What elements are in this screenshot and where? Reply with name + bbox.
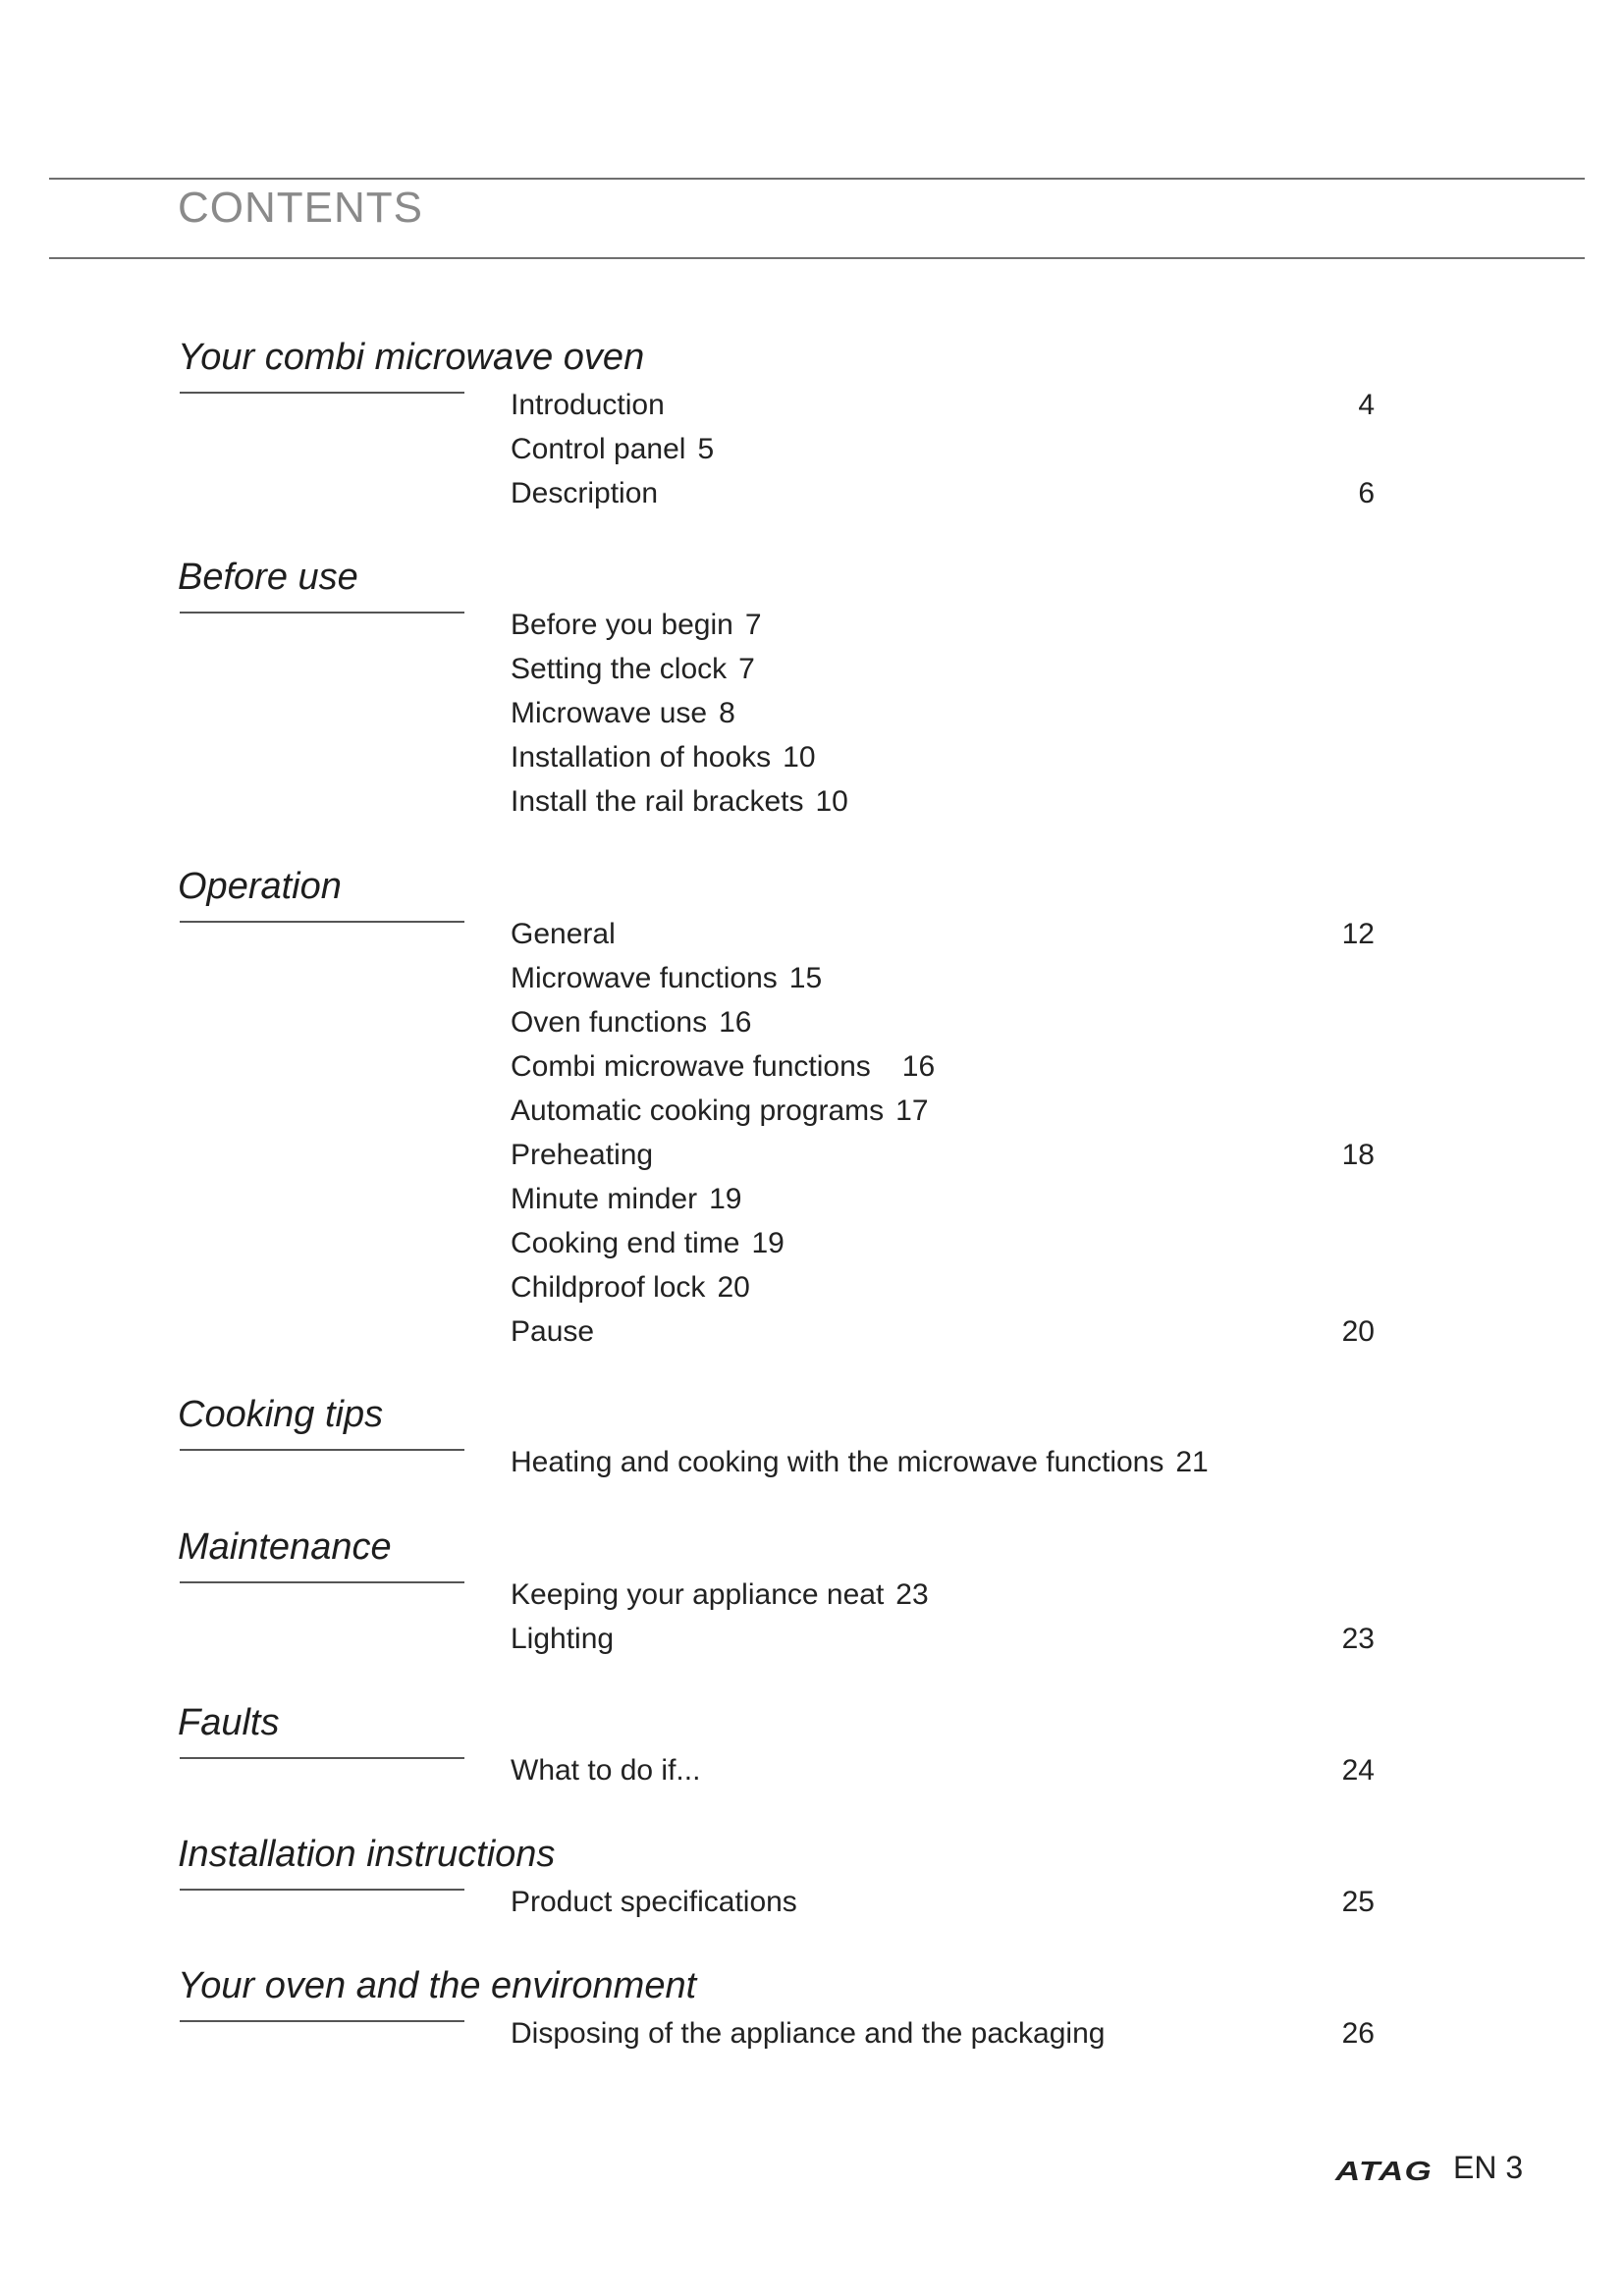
toc-entry-page: 12 <box>1341 918 1375 950</box>
toc-entry-text: What to do if... <box>511 1754 701 1787</box>
toc-entry-page: 18 <box>1341 1139 1375 1171</box>
toc-entry-text: Description <box>511 477 659 509</box>
toc-entry-page: 16 <box>901 1050 936 1083</box>
toc-entry-text: Control panel <box>511 433 686 465</box>
toc-entry-text: Childproof lock <box>511 1271 706 1304</box>
toc-entry[interactable] <box>511 427 1375 471</box>
toc-entries <box>511 383 1375 515</box>
header-bottom-rule <box>49 257 1585 259</box>
toc-entry-page: 24 <box>1341 1754 1375 1787</box>
section-underline <box>180 2020 464 2022</box>
toc-entry[interactable] <box>511 1177 1375 1221</box>
toc-entry[interactable] <box>511 691 1375 735</box>
toc-entry-text: General <box>511 918 616 950</box>
toc-entry-text: Microwave functions <box>511 962 778 994</box>
toc-entry-page: 5 <box>697 433 715 465</box>
toc-entry-page: 8 <box>719 697 735 729</box>
section-underline <box>180 1449 464 1451</box>
section-title: Operation <box>178 866 342 907</box>
toc-entry-text: Minute minder <box>511 1183 698 1215</box>
toc-entry-text: Product specifications <box>511 1886 797 1918</box>
section-title: Installation instructions <box>178 1834 556 1875</box>
toc-entry-text: Install the rail brackets <box>511 785 804 818</box>
toc-entry-text: Installation of hooks <box>511 741 772 774</box>
toc-entry-page: 6 <box>1358 477 1375 509</box>
section-title: Cooking tips <box>178 1394 384 1435</box>
header-top-rule <box>49 178 1585 180</box>
toc-entry-page: 7 <box>744 609 762 641</box>
section-title: Your combi microwave oven <box>178 337 645 378</box>
section-underline <box>180 612 464 614</box>
toc-entry-page: 19 <box>751 1227 785 1259</box>
toc-entry[interactable] <box>511 1617 1375 1661</box>
toc-entry[interactable] <box>511 1044 1375 1089</box>
toc-entry[interactable] <box>511 383 1375 427</box>
toc-entry[interactable] <box>511 2011 1375 2056</box>
toc-entry-text: Oven functions <box>511 1006 708 1039</box>
section-underline <box>180 1757 464 1759</box>
toc-entry[interactable] <box>511 647 1375 691</box>
section-underline <box>180 1581 464 1583</box>
toc-entry[interactable] <box>511 1309 1375 1354</box>
toc-entry-text: Setting the clock <box>511 653 728 685</box>
toc-entry-page: 16 <box>719 1006 752 1039</box>
toc-entry-page: 23 <box>895 1578 929 1611</box>
toc-entry-page: 10 <box>815 785 848 818</box>
toc-entry-text: Automatic cooking programs <box>511 1095 885 1127</box>
section-title: Before use <box>178 557 358 598</box>
toc-entry[interactable] <box>511 471 1375 515</box>
section-title: Your oven and the environment <box>178 1965 697 2006</box>
toc-entry-page: 10 <box>783 741 816 774</box>
toc-entry[interactable] <box>511 603 1375 647</box>
toc-entry-text: Introduction <box>511 389 665 421</box>
toc-entry-page: 20 <box>717 1271 750 1304</box>
toc-entry-page: 26 <box>1341 2017 1375 2050</box>
section-underline <box>180 392 464 394</box>
toc-entry[interactable] <box>511 1089 1375 1133</box>
toc-entry-page: 21 <box>1175 1446 1209 1478</box>
toc-entries <box>511 2011 1375 2056</box>
toc-entry-page: 20 <box>1341 1315 1375 1348</box>
page-number: EN 3 <box>1453 2150 1524 2185</box>
toc-entries <box>511 1440 1375 1484</box>
toc-entry-text: Disposing of the appliance and the packaging <box>511 2017 1106 2050</box>
brand-logo: ATAG <box>1335 2156 1433 2186</box>
toc-entry[interactable] <box>511 1440 1375 1484</box>
toc-entries <box>511 603 1375 824</box>
toc-entry-text: Preheating <box>511 1139 654 1171</box>
toc-entry-page: 19 <box>709 1183 742 1215</box>
toc-entry-text: Cooking end time <box>511 1227 740 1259</box>
toc-entry-text: Before you begin <box>511 609 733 641</box>
toc-entry-page: 25 <box>1341 1886 1375 1918</box>
toc-entry[interactable] <box>511 1573 1375 1617</box>
toc-entry-page: 4 <box>1358 389 1375 421</box>
section-underline <box>180 1889 464 1891</box>
toc-entry[interactable] <box>511 1880 1375 1924</box>
toc-entry-text: Combi microwave functions <box>511 1050 871 1083</box>
toc-entry[interactable] <box>511 1221 1375 1265</box>
toc-entry[interactable] <box>511 912 1375 956</box>
toc-entry[interactable] <box>511 735 1375 779</box>
toc-entries <box>511 912 1375 1354</box>
toc-entries <box>511 1573 1375 1661</box>
toc-entry-text: Microwave use <box>511 697 708 729</box>
toc-entry[interactable] <box>511 1748 1375 1792</box>
page-title: CONTENTS <box>178 184 423 232</box>
toc-entry-text: Keeping your appliance neat <box>511 1578 885 1611</box>
toc-entry[interactable] <box>511 956 1375 1000</box>
toc-entry[interactable] <box>511 1265 1375 1309</box>
toc-entry-page: 17 <box>895 1095 929 1127</box>
toc-entry-text: Pause <box>511 1315 595 1348</box>
toc-entry[interactable] <box>511 1133 1375 1177</box>
toc-entry-text: Heating and cooking with the microwave functions <box>511 1446 1164 1478</box>
section-title: Faults <box>178 1702 280 1743</box>
toc-entries <box>511 1748 1375 1792</box>
toc-entry[interactable] <box>511 779 1375 824</box>
toc-entry-page: 23 <box>1341 1623 1375 1655</box>
toc-entry-page: 15 <box>788 962 823 994</box>
toc-entry[interactable] <box>511 1000 1375 1044</box>
toc-entries <box>511 1880 1375 1924</box>
toc-entry-page: 7 <box>738 653 755 685</box>
toc-entry-text: Lighting <box>511 1623 615 1655</box>
section-title: Maintenance <box>178 1526 392 1568</box>
section-underline <box>180 921 464 923</box>
